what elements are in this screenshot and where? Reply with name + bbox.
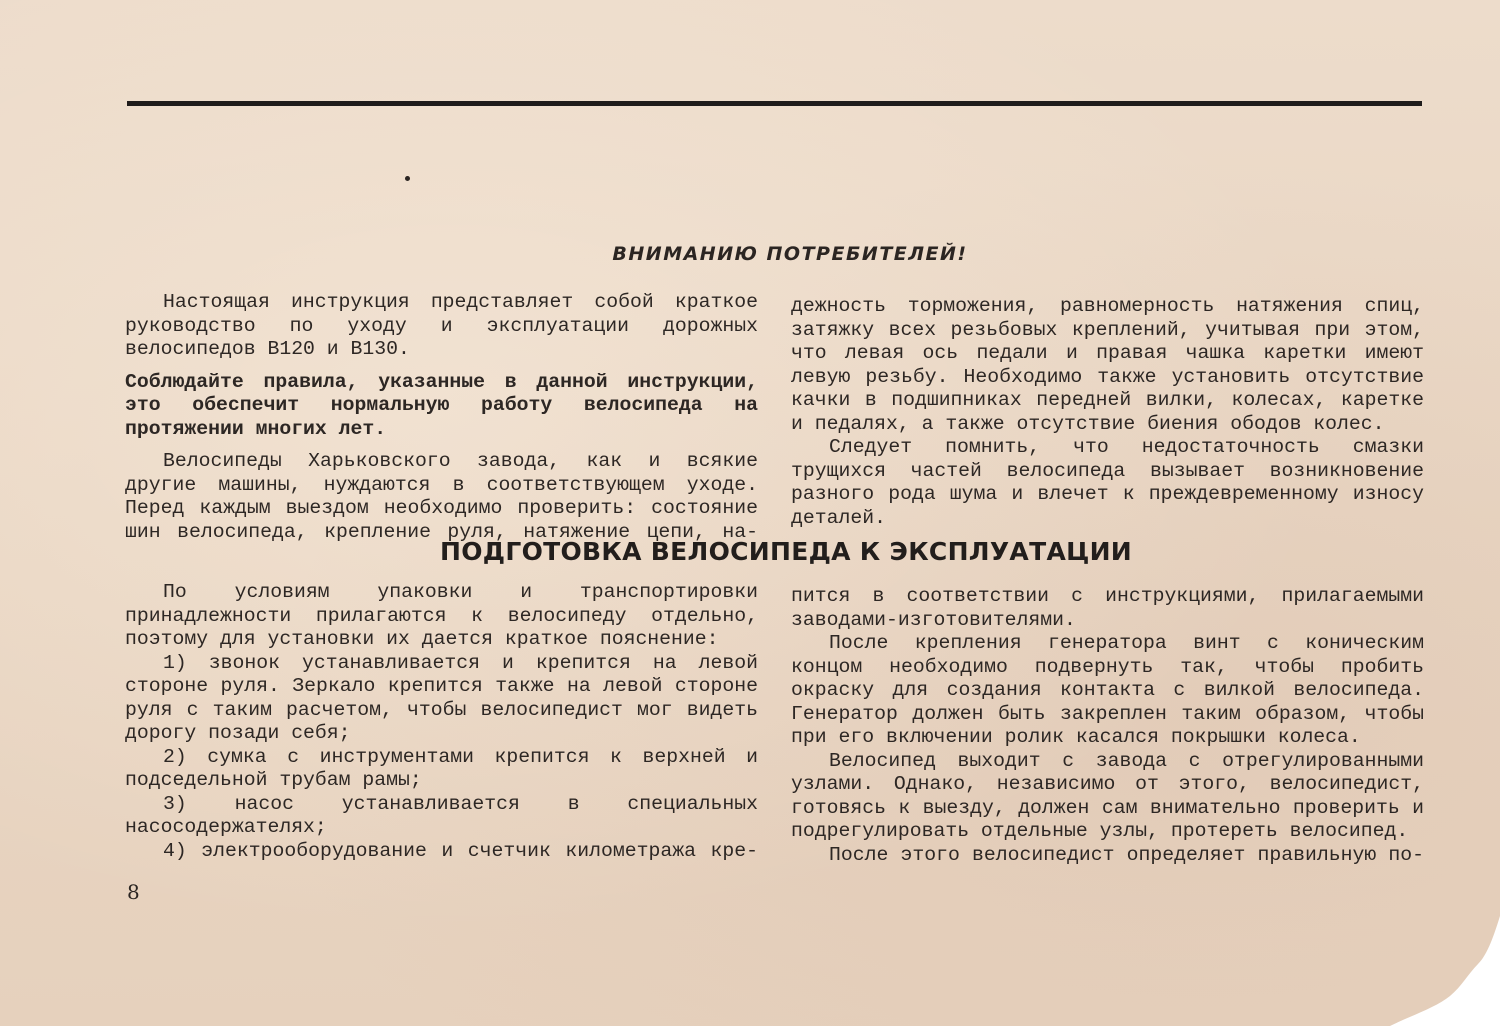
notice-care-paragraph: Велосипеды Харьковского завода, как и всякие другие машины, нуждаются в соответствующем уходе. Перед каждым выездом необходимо проверить: состояние шин велосипеда, крепление руля, натяжение цепи, на- — [125, 450, 758, 543]
notice-heading: ВНИМАНИЮ ПОТРЕБИТЕЛЕЙ! — [612, 243, 968, 265]
preparation-left-column — [125, 581, 758, 863]
generator-paragraph: После крепления генератора винт с коническим концом необходимо подвернуть так, чтобы пробить окраску для создания контакта с вилкой велосипеда. Генератор должен быть закреплен таким образом, чтобы при его включении ролик касался покрышки колеса. — [791, 632, 1424, 748]
page-number: 8 — [127, 880, 140, 904]
torn-corner — [1350, 916, 1500, 1026]
list-item-electrics: 4) электрооборудование и счетчик километража кре- — [163, 839, 758, 862]
final-paragraph: После этого велосипедист определяет правильную по- — [829, 843, 1424, 866]
factory-adjustment-paragraph: Велосипед выходит с завода с отрегулированными узлами. Однако, независимо от этого, велосипедист, готовясь к выезду, должен сам внимательно проверить и подрегулировать отдельные узлы, протереть велосипед. — [791, 749, 1424, 842]
preparation-heading: ПОДГОТОВКА ВЕЛОСИПЕДА К ЭКСПЛУАТАЦИИ — [440, 537, 1133, 566]
preparation-intro-paragraph: По условиям упаковки и транспортировки принадлежности прилагаются к велосипеду отдельно, поэтому для установки их дается краткое пояснение: — [125, 581, 758, 650]
list-item-bell: 1) звонок устанавливается и крепится на левой стороне руля. Зеркало крепится также на левой стороне руля с таким расчетом, чтобы велосипедист мог видеть дорогу позади себя; — [125, 651, 758, 744]
list-item-tool-bag: 2) сумка с инструментами крепится к верхней и подседельной трубам рамы; — [125, 745, 758, 791]
notice-check-paragraph: дежность торможения, равномерность натяжения спиц, затяжку всех резьбовых креплений, учитывая при этом, что левая ось педали и правая чашка каретки имеют левую резьбу. Необходимо также установить отсутствие качки в подшипниках передней вилки, колесах, каретке и педалях, а также отсутствие биения ободов колес. — [791, 295, 1424, 435]
notice-intro-paragraph: Настоящая инструкция представляет собой краткое руководство по уходу и эксплуатации дорожных велосипедов В120 и В130. — [125, 291, 758, 360]
notice-left-column — [125, 291, 758, 544]
preparation-continuation-paragraph: пится в соответствии с инструкциями, прилагаемыми заводами-изготовителями. — [791, 585, 1424, 631]
notice-warning-paragraph: Соблюдайте правила, указанные в данной инструкции, это обеспечит нормальную работу велосипеда на протяжении многих лет. — [125, 370, 758, 440]
header-rule — [127, 101, 1422, 106]
preparation-right-column — [791, 585, 1424, 867]
ink-speck — [405, 176, 410, 181]
list-item-pump: 3) насос устанавливается в специальных насосодержателях; — [125, 792, 758, 838]
notice-right-column — [791, 295, 1424, 530]
notice-lubrication-paragraph: Следует помнить, что недостаточность смазки трущихся частей велосипеда вызывает возникновение разного рода шума и влечет к преждевременному износу деталей. — [791, 436, 1424, 529]
